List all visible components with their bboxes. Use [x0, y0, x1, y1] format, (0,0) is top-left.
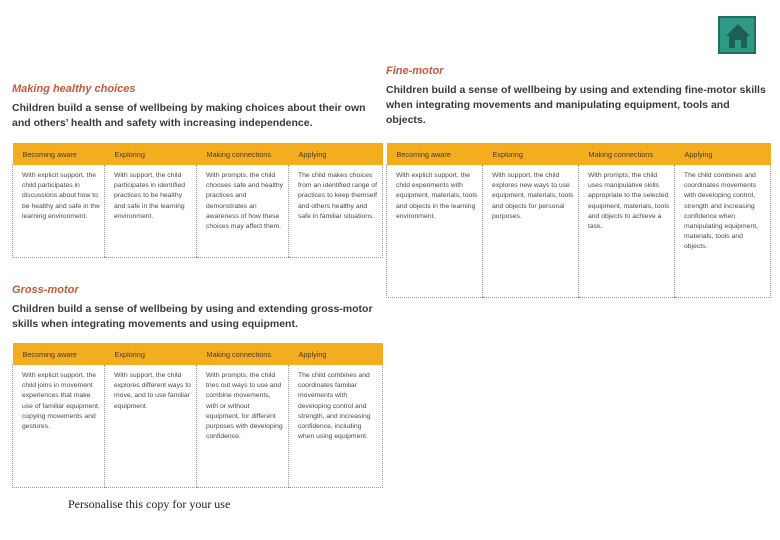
header-becoming-aware: Becoming aware: [387, 143, 483, 165]
table-cell: The child combines and coordinates familiar movements with developing control and strength, and increasing confidence, including when using equipment.: [289, 365, 383, 488]
table-cell: With explicit support, the child participates in discussions about how to be healthy and safe in the learning environment.: [13, 165, 105, 258]
header-becoming-aware: Becoming aware: [13, 143, 105, 165]
table-header-row: [13, 343, 383, 365]
healthy-choices-title: Making healthy choices: [12, 83, 136, 95]
home-icon: [725, 22, 751, 50]
header-exploring: Exploring: [105, 143, 197, 165]
header-exploring: Exploring: [483, 143, 579, 165]
gross-motor-title: Gross-motor: [12, 284, 79, 296]
healthy-choices-section: [12, 83, 382, 131]
table-cell: With support, the child explores new ways to use equipment, materials, tools and objects for personal purposes.: [483, 165, 579, 298]
header-applying: Applying: [289, 343, 383, 365]
header-making-connections: Making connections: [197, 143, 289, 165]
table-cell: With prompts, the child tries out ways to use and combine movements, with or without equipment, for different purposes with developing confidence.: [197, 365, 289, 488]
table-row: [13, 365, 383, 488]
healthy-choices-intro: Children build a sense of wellbeing by making choices about their own and others’ health and safety with increasing independence.: [12, 102, 366, 129]
table-cell: The child makes choices from an identified range of practices to keep themself and others healthy and safe in familiar situations.: [289, 165, 383, 258]
personalise-caption: Personalise this copy for your use: [68, 497, 231, 511]
header-applying: Applying: [289, 143, 383, 165]
header-applying: Applying: [675, 143, 771, 165]
table-header-row: [13, 143, 383, 165]
fine-motor-section: [386, 65, 770, 128]
table-row: [13, 165, 383, 258]
table-cell: With prompts, the child uses manipulative skills appropriate to the selected equipment, materials, tools and objects to achieve a task.: [579, 165, 675, 298]
fine-motor-intro: Children build a sense of wellbeing by using and extending fine-motor skills when integrating movements and manipulating equipment, tools and objects.: [386, 84, 766, 126]
table-cell: With explicit support, the child experiments with equipment, materials, tools and objects in the learning environment.: [387, 165, 483, 298]
gross-motor-table: [12, 343, 383, 488]
header-making-connections: Making connections: [579, 143, 675, 165]
table-row: [387, 165, 771, 298]
table-header-row: [387, 143, 771, 165]
fine-motor-title: Fine-motor: [386, 65, 444, 77]
home-button[interactable]: [718, 16, 756, 54]
fine-motor-table: [386, 143, 771, 298]
gross-motor-section: [12, 284, 382, 332]
table-cell: With support, the child participates in identified practices to be healthy and safe in the learning environment.: [105, 165, 197, 258]
table-cell: With explicit support, the child joins in movement experiences that make use of familiar equipment, copying movements and gestures.: [13, 365, 105, 488]
table-cell: With prompts, the child chooses safe and healthy practices and demonstrates an awareness of how these choices may affect them.: [197, 165, 289, 258]
table-cell: The child combines and coordinates movements with developing control, strength and increasing confidence when manipulating equipment, materials, tools and objects.: [675, 165, 771, 298]
header-making-connections: Making connections: [197, 343, 289, 365]
healthy-choices-table: [12, 143, 383, 258]
table-cell: With support, the child explores different ways to move, and to use familiar equipment.: [105, 365, 197, 488]
header-becoming-aware: Becoming aware: [13, 343, 105, 365]
gross-motor-intro: Children build a sense of wellbeing by using and extending gross-motor skills when integrating movements and using equipment.: [12, 303, 373, 330]
header-exploring: Exploring: [105, 343, 197, 365]
